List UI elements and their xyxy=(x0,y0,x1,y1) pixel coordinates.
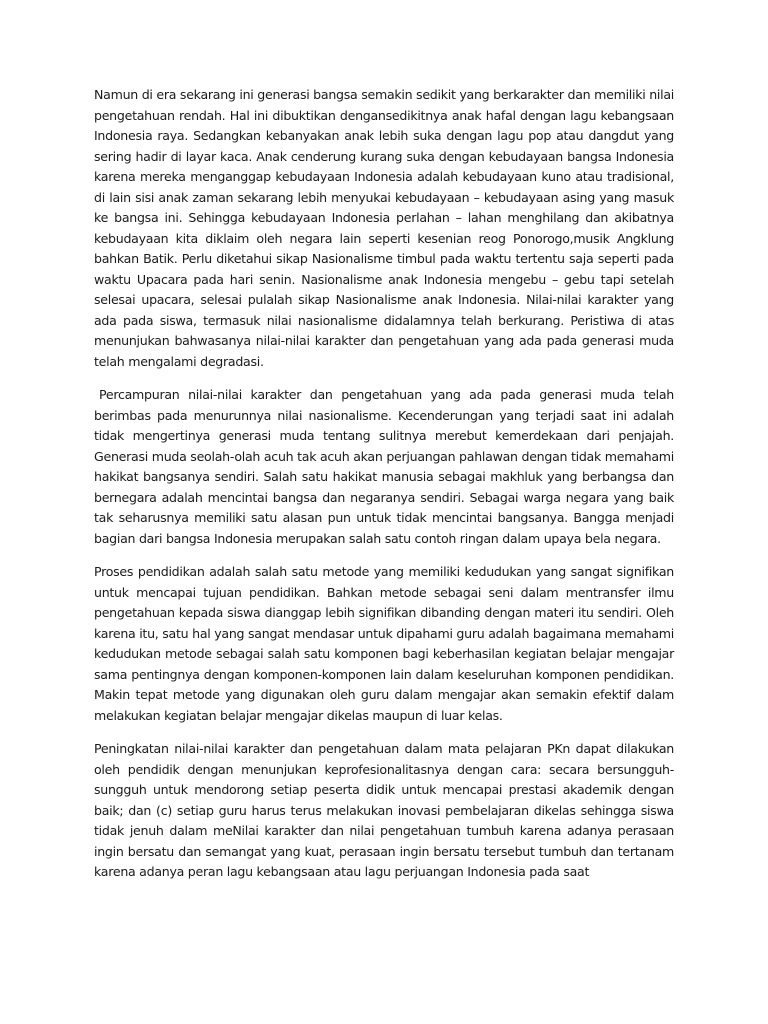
document-body xyxy=(94,85,674,896)
paragraph-4: Peningkatan nilai-nilai karakter dan pengetahuan dalam mata pelajaran PKn dapat dilakukan oleh pendidik dengan menunjukan keprofesionalitasnya dengan cara: secara bersungguh-sungguh untuk mendorong setiap peserta didik untuk mencapai prestasi akademik dengan baik; dan (c) setiap guru harus terus melakukan inovasi pembelajaran dikelas sehingga siswa tidak jenuh dalam meNilai karakter dan nilai pengetahuan tumbuh karena adanya perasaan ingin bersatu dan semangat yang kuat, perasaan ingin bersatu tersebut tumbuh dan tertanam karena adanya peran lagu kebangsaan atau lagu perjuangan Indonesia pada saat xyxy=(94,741,674,879)
paragraph-2: Percampuran nilai-nilai karakter dan pengetahuan yang ada pada generasi muda telah berimbas pada menurunnya nilai nasionalisme. Kecenderungan yang terjadi saat ini adalah tidak mengertinya generasi muda tentang sulitnya merebut kemerdekaan dari penjajah. Generasi muda seolah-olah acuh tak acuh akan perjuangan pahlawan dengan tidak memahami hakikat bangsanya sendiri. Salah satu hakikat manusia sebagai makhluk yang berbangsa dan bernegara adalah mencintai bangsa dan negaranya sendiri. Sebagai warga negara yang baik tak seharusnya memiliki satu alasan pun untuk tidak mencintai bangsanya. Bangga menjadi bagian dari bangsa Indonesia merupakan salah satu contoh ringan dalam upaya bela negara. xyxy=(94,387,674,546)
paragraph-3: Proses pendidikan adalah salah satu metode yang memiliki kedudukan yang sangat signifikan untuk mencapai tujuan pendidikan. Bahkan metode sebagai seni dalam mentransfer ilmu pengetahuan kepada siswa dianggap lebih signifikan dibanding dengan materi itu sendiri. Oleh karena itu, satu hal yang sangat mendasar untuk dipahami guru adalah bagaimana memahami kedudukan metode sebagai salah satu komponen bagi keberhasilan kegiatan belajar mengajar sama pentingnya dengan komponen-komponen lain dalam keseluruhan komponen pendidikan. Makin tepat metode yang digunakan oleh guru dalam mengajar akan semakin efektif dalam melakukan kegiatan belajar mengajar dikelas maupun di luar kelas. xyxy=(94,564,674,723)
paragraph-1: Namun di era sekarang ini generasi bangsa semakin sedikit yang berkarakter dan memiliki nilai pengetahuan rendah. Hal ini dibuktikan dengansedikitnya anak hafal dengan lagu kebangsaan Indonesia raya. Sedangkan kebanyakan anak lebih suka dengan lagu pop atau dangdut yang sering hadir di layar kaca. Anak cenderung kurang suka dengan kebudayaan bangsa Indonesia karena mereka menganggap kebudayaan Indonesia adalah kebudayaan kuno atau tradisional, di lain sisi anak zaman sekarang lebih menyukai kebudayaan – kebudayaan asing yang masuk ke bangsa ini. Sehingga kebudayaan Indonesia perlahan – lahan menghilang dan akibatnya kebudayaan kita diklaim oleh negara lain seperti kesenian reog Ponorogo,musik Angklung bahkan Batik. Perlu diketahui sikap Nasionalisme timbul pada waktu tertentu saja seperti pada waktu Upacara pada hari senin. Nasionalisme anak Indonesia mengebu – gebu tapi setelah selesai upacara, selesai pulalah sikap Nasionalisme anak Indonesia. Nilai-nilai karakter yang ada pada siswa, termasuk nilai nasionalisme didalamnya telah berkurang. Peristiwa di atas menunjukan bahwasanya nilai-nilai karakter dan pengetahuan yang ada pada generasi muda telah mengalami degradasi. xyxy=(94,87,674,369)
